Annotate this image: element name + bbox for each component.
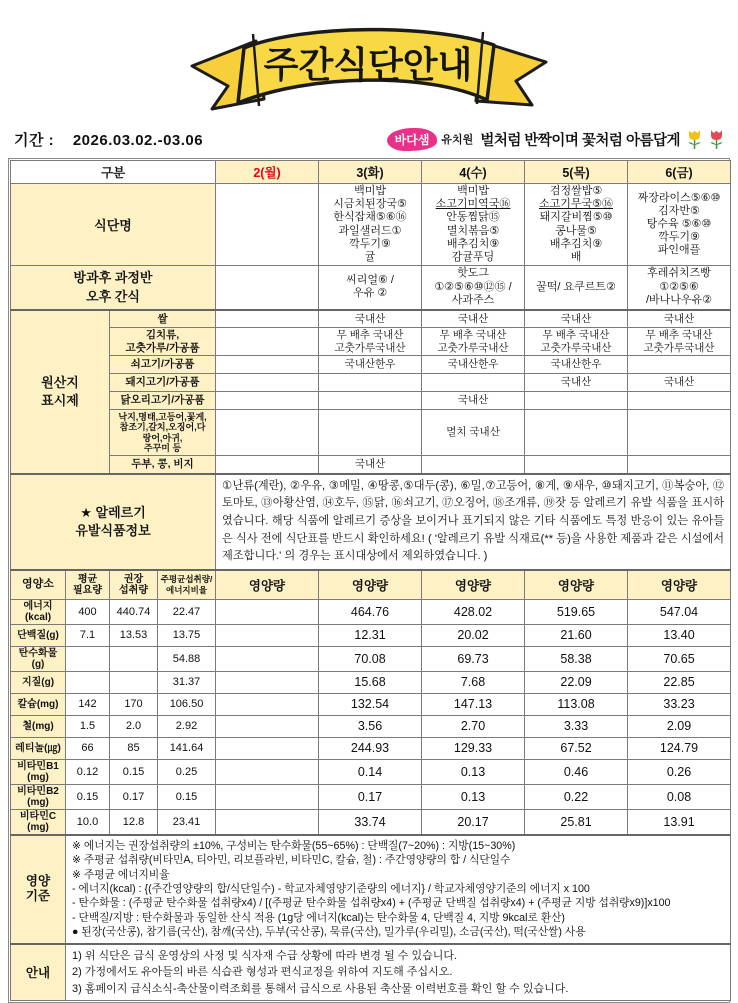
nutrition-value: 22.85 [628,671,731,693]
text-line: 국내산 [457,394,489,407]
nutrition-value: 0.12 [66,759,110,784]
origin-value [216,392,319,410]
origin-value [628,374,731,392]
nutrition-value: 400 [66,599,110,624]
text-line: 지질(g) [21,676,55,688]
nutrition-value: 25.81 [525,809,628,835]
text-line: 필요량 [73,584,102,596]
nutrition-value: 428.02 [422,599,525,624]
nutrition-value: 0.26 [628,759,731,784]
origin-value [525,410,628,456]
brand-area [387,128,724,151]
text-line: 배추김치⑨ [446,237,500,250]
text-line: /바나나우유② [646,294,713,307]
nutrition-value: 129.33 [422,737,525,759]
origin-value [422,356,525,374]
text-line: 국내산 [663,312,695,325]
text-line: 비타민B2 [17,785,59,797]
text-line: 무 배추 국내산 [336,329,404,342]
nutrition-value: 13.75 [158,624,216,646]
nutrition-value [66,646,110,671]
nutrition-value: 70.65 [628,646,731,671]
text-line: 비타민B1 [17,760,59,772]
text-line: - 단백질/지방 : 탄수화물과 동일한 산식 적용 (1g당 에너지(kcal)는 탄수화물 4, 단백질 4, 지방 9kcal로 환산) [72,911,565,924]
text-line: 섭취량 [119,584,148,596]
nutrition-value: 142 [66,693,110,715]
nutrition-value: 31.37 [158,671,216,693]
snack-cell [319,266,422,310]
slogan-text: 벌처럼 반짝이며 꽃처럼 아름답게 [480,132,680,149]
nutrition-value: 2.09 [628,715,731,737]
nutrition-value: 22.47 [158,599,216,624]
nutrition-value: 7.1 [66,624,110,646]
text-line: 닭오리고기/가공품 [120,394,205,407]
origin-value [525,392,628,410]
nutrient-name [11,759,66,784]
text-line: 유발식품정보 [75,522,151,538]
text-line: 탄수화물 [18,647,58,659]
allergy-info-text: ①난류(계란), ②우유, ③메밀, ④땅콩,⑤대두(콩), ⑥밀,⑦고등어, ⑧게, ⑨새우, ⑩돼지고기, ⑪복숭아, ⑫토마토, ⑬아황산염, ⑭호두, ⑮닭, ⑯쇠고기, ⑰오징어, ⑱조개류, ⑲잣 등 알레르기 유발 식품을 표시하였습니다. 해당 식품에 알레르기 증상을 보이거나 표기되지 않은 기타 식품에도 특정 반응이 있는 유아들은 식사 전에 식단표를 반드시 확인하세요! ( '알레르기 유발 식재료(** 등)을 사용한 제품과 같은 시설에서 제조합니다.' 의 경우는 표시대상에서 제외하였습니다. ) [216,474,731,570]
snack-cell [525,266,628,310]
nutrition-value: 440.74 [110,599,158,624]
menu-cell [319,184,422,266]
origin-value [628,328,731,356]
text-line: 국내산 [560,376,592,389]
origin-row-label [110,456,216,474]
text-line: 주꾸미 등 [143,443,182,454]
text-line: 단백질(g) [17,629,59,641]
period-value: 2026.03.02.-03.06 [72,131,204,149]
origin-value [628,392,731,410]
nutrition-value: 66 [66,737,110,759]
origin-row-label [110,310,216,328]
text-line: 무 배추 국내산 [542,329,610,342]
nutrition-value: 3.56 [319,715,422,737]
nutrition-value: 2.92 [158,715,216,737]
text-line: 쌀 [157,312,168,325]
text-line: 쇠고기/가공품 [130,358,195,371]
origin-value [628,356,731,374]
nutrition-value: 22.09 [525,671,628,693]
text-line: 콩나물⑤ [555,224,597,237]
text-line: 국내산 [354,312,386,325]
text-line: 랑어,아귀, [142,432,183,443]
text-line: 주평균섭취량/ [160,573,213,584]
nutrition-value: 12.8 [110,809,158,835]
nutrition-value: 0.25 [158,759,216,784]
text-line: 국내산한우 [447,358,499,371]
tulip-icon [709,128,724,150]
origin-value [216,328,319,356]
nutrient-name [11,809,66,835]
text-line: 돼지고기/가공품 [125,376,200,389]
nutrition-value: 20.17 [422,809,525,835]
nutrition-value: 519.65 [525,599,628,624]
origin-value [319,310,422,328]
nutrition-value [216,759,319,784]
text-line: 씨리얼⑥ / [346,273,394,286]
text-line: 우유 ② [352,287,388,300]
text-line: 고춧가루/가공품 [125,341,200,354]
origin-value [319,328,422,356]
menu-cell [216,184,319,266]
nutrition-amount-header: 영양량 [216,570,319,600]
origin-value [422,456,525,474]
notice-label: 안내 [11,944,66,1001]
nutrition-amount-header: 영양량 [422,570,525,600]
text-line: - 에너지(kcal) : {(주간영양량의 합/식단일수) - 학교자체영양기준량의 에너지} / 학교자체영양기준의 에너지 x 100 [72,882,590,895]
nutrition-value: 170 [110,693,158,715]
nutrition-value: 10.0 [66,809,110,835]
nutrition-value: 13.53 [110,624,158,646]
menu-label: 식단명 [11,184,216,266]
origin-value [216,356,319,374]
text-line: (kcal) [24,611,52,623]
text-line: 핫도그 [457,267,489,280]
text-line: 감귤푸딩 [451,251,495,264]
column-header-day: 3(화) [319,161,422,184]
text-line: 철(mg) [22,720,54,732]
period-label: 기간 : [14,131,55,149]
origin-row-label [110,374,216,392]
text-line: 검정쌀밥⑤ [549,185,603,197]
column-header-day: 2(월) [216,161,319,184]
origin-value [422,374,525,392]
ribbon-banner-graphic [174,4,564,116]
nutrition-value: 0.15 [110,759,158,784]
banner-title: 주간식단안내 [263,44,473,85]
criteria-label [11,835,66,944]
nutrition-value: 0.15 [158,784,216,809]
origin-value [216,310,319,328]
text-line: (mg) [27,796,49,808]
nutrition-column-header [110,570,158,600]
text-line: 짜장라이스⑤⑥⑩ [637,191,721,204]
text-line: 표시제 [41,392,79,408]
nutrition-value: 33.74 [319,809,422,835]
text-line: 꿀떡/ 요쿠르트② [536,280,616,293]
text-line: 에너지비율 [165,584,208,595]
text-line: 영양 [25,874,51,889]
origin-value [525,456,628,474]
origin-value [525,356,628,374]
nutrition-value: 54.88 [158,646,216,671]
text-line: ①②⑤⑥⑩⑫⑮ / [434,280,512,293]
nutrient-name [11,784,66,809]
origin-value [319,456,422,474]
nutrition-value [216,809,319,835]
nutrition-value: 0.15 [66,784,110,809]
text-line: 깍두기⑨ [349,237,391,250]
column-header-gubun: 구분 [11,161,216,184]
criteria-text [66,835,731,944]
text-line: 방과후 과정반 [73,270,153,286]
text-line: 3) 홈페이지 급식소식-축산물이력조회를 통해서 급식으로 사용된 축산물 이력번호를 확인 할 수 있습니다. [72,982,569,995]
nutrition-value: 244.93 [319,737,422,759]
text-line: 무 배추 국내산 [439,329,507,342]
origin-value [422,392,525,410]
text-line: 영양소 [22,578,54,591]
text-line: 국내산 [457,312,489,325]
nutrient-name [11,599,66,624]
text-line: 국내산 [354,458,386,471]
nutrition-value [216,693,319,715]
nutrition-value: 0.22 [525,784,628,809]
text-line: 소고기무국⑤⑯ [539,198,614,211]
text-line: ※ 에너지는 권장섭취량의 ±10%, 구성비는 탄수화물(55~65%) : 단백질(7~20%) : 지방(15~30%) [72,839,516,852]
text-line: 소고기미역국⑯ [435,198,511,211]
nutrition-value: 85 [110,737,158,759]
snack-cell [422,266,525,310]
nutrient-name [11,715,66,737]
nutrition-value: 69.73 [422,646,525,671]
nutrition-column-header [11,570,66,600]
text-line: 김자반⑤ [658,204,700,217]
nutrition-value [216,715,319,737]
nutrition-value [110,671,158,693]
nutrition-value: 12.31 [319,624,422,646]
nutrition-value: 464.76 [319,599,422,624]
header-row [14,126,724,152]
nutrition-amount-header: 영양량 [319,570,422,600]
origin-value [628,410,731,456]
text-line: 고춧가루국내산 [540,341,612,354]
text-line: 배 [570,251,582,264]
text-line: 평균 [77,573,98,585]
text-line: (mg) [27,771,49,783]
nutrition-value: 147.13 [422,693,525,715]
text-line: 멸치 국내산 [446,426,500,439]
text-line: 국내산 [560,312,592,325]
text-line: 사과주스 [451,294,495,307]
text-line: ①②⑤⑥ [659,280,699,293]
nutrition-value: 23.41 [158,809,216,835]
period [14,129,203,150]
nutrition-value: 0.13 [422,759,525,784]
text-line: 고춧가루국내산 [643,341,715,354]
text-line: ※ 주평균 섭취량(비타민A, 티아민, 리보플라빈, 비타민C, 칼슘, 철) : 주간영양량의 합 / 식단일수 [72,854,511,867]
text-line: 에너지 [23,600,53,612]
nutrient-name [11,671,66,693]
nutrition-value: 141.64 [158,737,216,759]
nutrient-name [11,693,66,715]
nutrition-value: 113.08 [525,693,628,715]
text-line: 비타민C [19,810,57,822]
snack-cell [216,266,319,310]
nutrition-value: 0.46 [525,759,628,784]
menu-cell [525,184,628,266]
origin-value [525,310,628,328]
snack-label [11,266,216,310]
nutrition-value [216,671,319,693]
origin-value [525,328,628,356]
origin-row-label [110,328,216,356]
text-line: 레티놀(㎍) [15,742,61,754]
text-line: 2) 가정에서도 유아들의 바른 식습관 형성과 편식교정을 위하여 지도해 주십시오. [72,966,453,979]
text-line: 무 배추 국내산 [645,329,713,342]
nutrition-value: 0.13 [422,784,525,809]
text-line: 기준 [25,889,51,904]
text-line: 후레쉬치즈빵 [647,267,711,280]
nutrition-value [216,646,319,671]
snack-cell [628,266,731,310]
text-line: 참조기,갈치,오징어,다 [119,422,206,433]
nutrition-column-header [158,570,216,600]
text-line: 고춧가루국내산 [334,341,406,354]
text-line: 국내산 [663,376,695,389]
text-line: 파인애플 [657,244,701,257]
origin-value [216,410,319,456]
nutrition-value: 21.60 [525,624,628,646]
text-line: 백미밥 [354,185,386,197]
nutrient-name [11,646,66,671]
text-line: 백미밥 [457,185,489,197]
nutrition-value: 13.91 [628,809,731,835]
nutrition-amount-header: 영양량 [525,570,628,600]
nutrition-value: 2.0 [110,715,158,737]
origin-value [216,456,319,474]
origin-value [628,456,731,474]
nutrition-value: 132.54 [319,693,422,715]
menu-cell [628,184,731,266]
nutrition-column-header [66,570,110,600]
text-line: 국내산한우 [550,358,602,371]
nutrition-value: 106.50 [158,693,216,715]
text-line: 김치류, [145,329,180,342]
text-line: (mg) [27,821,49,833]
nutrition-value: 70.08 [319,646,422,671]
origin-value [216,374,319,392]
nutrition-value [110,646,158,671]
text-line: 국내산한우 [344,358,396,371]
text-line: 오후 간식 [86,289,140,305]
nutrient-name [11,624,66,646]
origin-value [628,310,731,328]
nutrition-value: 3.33 [525,715,628,737]
text-line: 안동찜닭⑮ [446,211,500,224]
text-line: ※ 주평균 에너지비율 [72,868,170,881]
nutrition-value: 67.52 [525,737,628,759]
text-line: 고춧가루국내산 [437,341,509,354]
text-line: 배추김치⑨ [549,237,603,250]
allergy-label [11,474,216,570]
origin-value [319,374,422,392]
origin-row-label [110,392,216,410]
text-line: ● 된장(국산콩), 참기름(국산), 참깨(국산), 두부(국산콩), 묵류(국산), 밀가루(우리밀), 소금(국산), 떡(국산쌀) 사용 [72,926,586,939]
text-line: ★ 알레르기 [80,504,146,520]
nutrition-value [216,784,319,809]
origin-value [319,356,422,374]
text-line: 탕수육 ⑤⑥⑩ [646,218,712,230]
kindergarten-logo-suffix: 유치원 [441,134,474,146]
origin-value [525,374,628,392]
origin-value [422,310,525,328]
origin-value [319,392,422,410]
nutrition-value: 0.17 [319,784,422,809]
kindergarten-logo: 바다샘 [387,128,438,151]
origin-value [422,328,525,356]
nutrition-value: 0.17 [110,784,158,809]
nutrition-value: 33.23 [628,693,731,715]
text-line: 돼지갈비찜⑤⑩ [539,211,613,224]
text-line: 깍두기⑨ [658,231,700,244]
nutrient-name [11,737,66,759]
text-line: 귤 [364,251,376,264]
text-line: 한식잡채⑤⑥⑯ [333,211,407,224]
text-line: 시금치된장국⑤ [333,198,407,211]
nutrition-value: 2.70 [422,715,525,737]
nutrition-value [216,737,319,759]
text-line: 두부, 콩, 비지 [131,458,194,471]
nutrition-value: 15.68 [319,671,422,693]
text-line: 멸치볶음⑤ [446,224,500,237]
text-line: 낙지,명태,고등어,꽃게, [118,411,207,422]
nutrition-value: 7.68 [422,671,525,693]
origin-value [422,410,525,456]
nutrition-value: 547.04 [628,599,731,624]
nutrition-value: 1.5 [66,715,110,737]
text-line: 과일샐러드① [338,224,402,237]
text-line: 권장 [123,573,144,585]
text-line: 1) 위 식단은 급식 운영상의 사정 및 식자재 수급 상황에 따라 변경 될 수 있습니다. [72,949,458,962]
nutrition-value: 124.79 [628,737,731,759]
text-line: 칼슘(mg) [17,698,59,710]
notice-text [66,944,731,1001]
text-line: (g) [31,658,45,670]
origin-row-label [110,410,216,456]
origin-row-label [110,356,216,374]
tulip-icon [687,128,702,150]
nutrition-value: 0.08 [628,784,731,809]
nutrition-value: 13.40 [628,624,731,646]
title-banner [0,0,738,118]
meal-plan-table-frame [8,158,730,1003]
nutrition-amount-header: 영양량 [628,570,731,600]
column-header-day: 4(수) [422,161,525,184]
text-line: - 탄수화물 : (주평균 탄수화물 섭취량x4) / [(주평균 탄수화물 섭취량x4) + (주평균 단백질 섭취량x4) + (주평균 지방 섭취량x9)]x100 [72,897,671,910]
nutrition-value [216,624,319,646]
origin-section-label [11,310,110,474]
text-line: 원산지 [41,374,79,390]
nutrition-value [66,671,110,693]
nutrition-value: 58.38 [525,646,628,671]
nutrition-value: 0.14 [319,759,422,784]
column-header-day: 6(금) [628,161,731,184]
nutrition-value [216,599,319,624]
menu-cell [422,184,525,266]
meal-plan-table [10,160,731,1001]
column-header-day: 5(목) [525,161,628,184]
origin-value [319,410,422,456]
nutrition-value: 20.02 [422,624,525,646]
